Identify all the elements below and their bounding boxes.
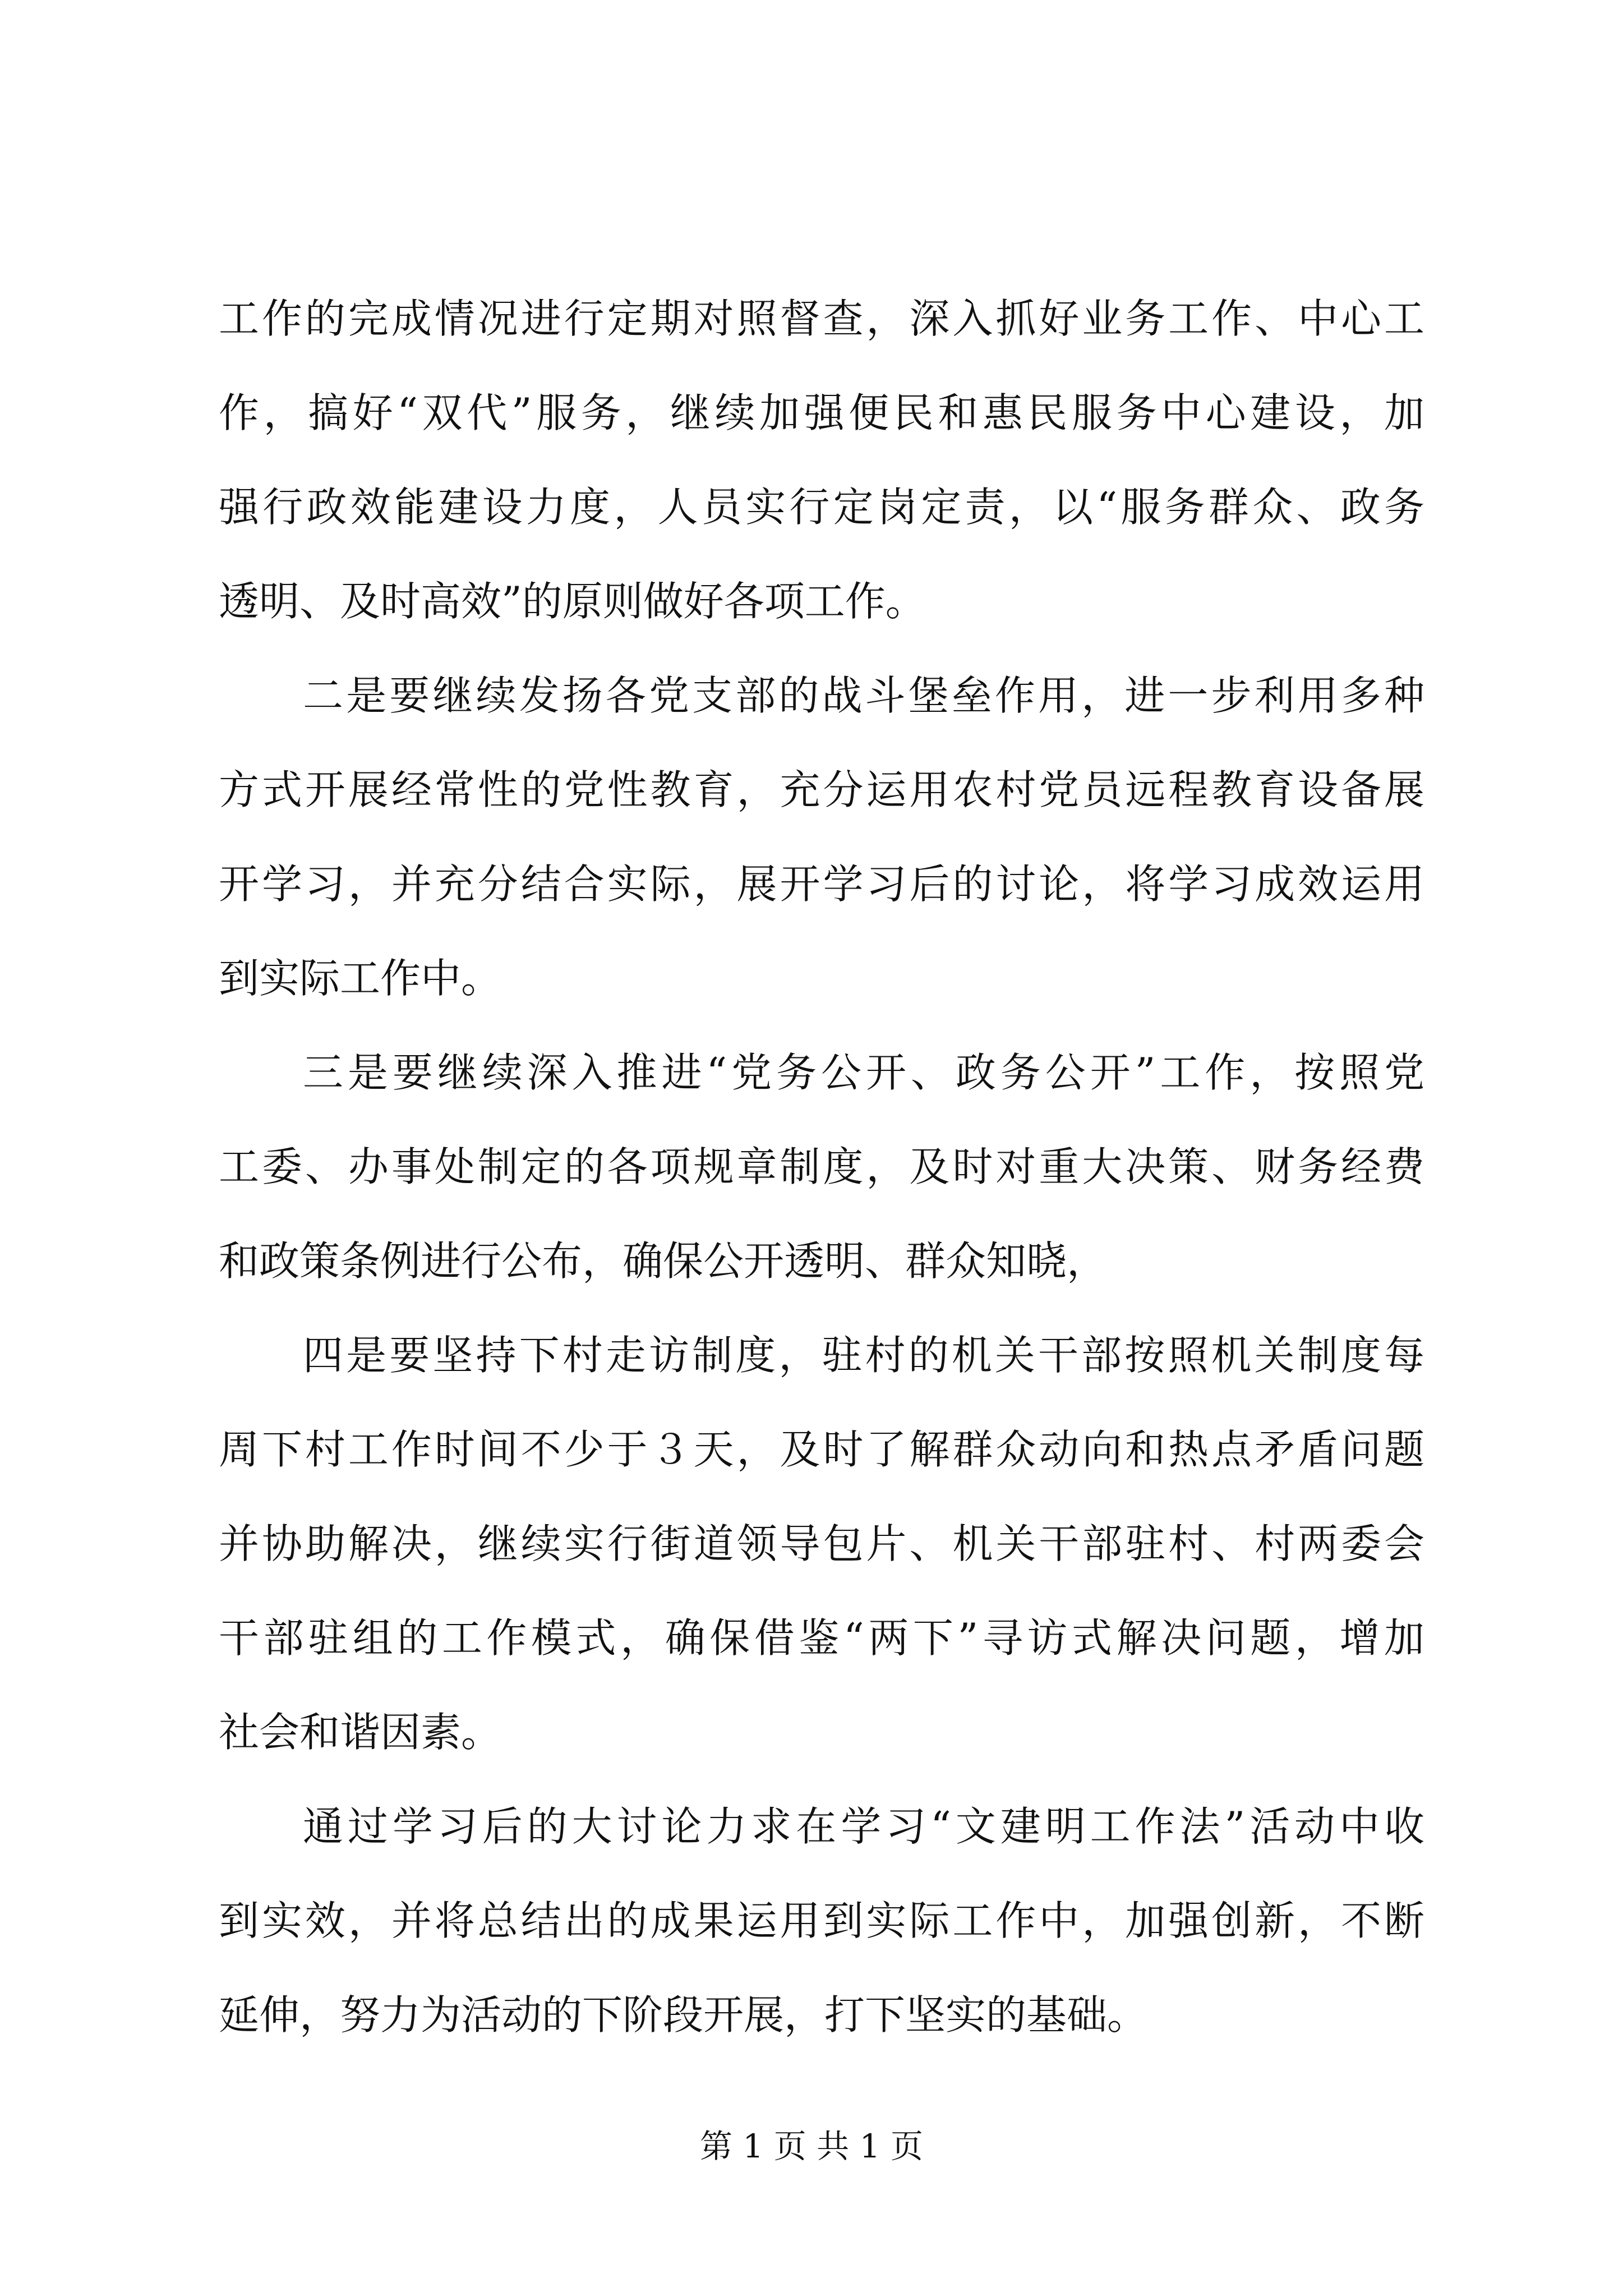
text-line: 透明、及时高效”的原则做好各项工作。 (219, 578, 926, 625)
text-line: 社会和谐因素。 (219, 1709, 502, 1756)
text-line: 到实际工作中。 (219, 955, 502, 1002)
text-line: 工委、办事处制定的各项规章制度，及时对重大决策、财务经费 (219, 1143, 1424, 1190)
body-text (219, 292, 1424, 2082)
text-line: 并协助解决，继续实行街道领导包片、机关干部驻村、村两委会 (219, 1520, 1424, 1567)
text-line: 周下村工作时间不少于３天，及时了解群众动向和热点矛盾问题 (219, 1426, 1424, 1473)
text-line: 干部驻组的工作模式，确保借鉴“两下”寻访式解决问题，增加 (219, 1614, 1424, 1662)
text-line: 四是要坚持下村走访制度，驻村的机关干部按照机关制度每 (303, 1332, 1424, 1379)
text-line: 方式开展经常性的党性教育，充分运用农村党员远程教育设备展 (219, 766, 1424, 813)
text-line: 通过学习后的大讨论力求在学习“文建明工作法”活动中收 (303, 1803, 1424, 1850)
text-line: 延伸，努力为活动的下阶段开展，打下坚实的基础。 (219, 1991, 1148, 2039)
text-line: 工作的完成情况进行定期对照督查，深入抓好业务工作、中心工 (219, 295, 1424, 342)
text-line: 开学习，并充分结合实际，展开学习后的讨论，将学习成效运用 (219, 861, 1424, 908)
text-line: 和政策条例进行公布，确保公开透明、群众知晓， (219, 1237, 1108, 1285)
page-footer: 第 1 页 共 1 页 (700, 2127, 923, 2165)
text-line: 二是要继续发扬各党支部的战斗堡垒作用，进一步利用多种 (303, 672, 1424, 719)
text-line: 强行政效能建设力度，人员实行定岗定责，以“服务群众、政务 (219, 484, 1424, 531)
text-line: 到实效，并将总结出的成果运用到实际工作中，加强创新，不断 (219, 1897, 1424, 1944)
text-line: 三是要继续深入推进“党务公开、政务公开”工作，按照党 (303, 1049, 1424, 1096)
text-line: 作，搞好“双代”服务，继续加强便民和惠民服务中心建设，加 (219, 389, 1424, 436)
